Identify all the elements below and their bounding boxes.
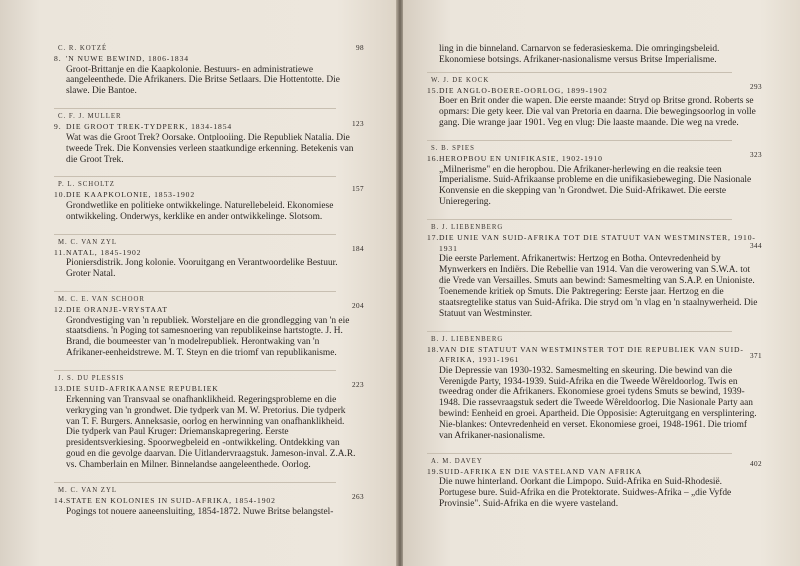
entry-author: B. J. LIEBENBERG [431, 335, 504, 343]
entry-page-number: 293 [750, 82, 762, 91]
entry-description: Groot-Brittanje en die Kaapkolonie. Bestuurs- en administratiewe aangeleenthede. Die Afrikaners. Die Britse Setlaars. Die Hottentotte. Die slawe. Die Bantoe. [66, 64, 340, 97]
entry-description: Boer en Brit onder die wapen. Die eerste maande: Stryd op Britse grond. Roberts se opmars: Die gety keer. Die val van Pretoria en daarna. Die bewegingsoorlog in volle gang. Die wrange jaar 1901. Veg en vlug: Die laaste maande. Die weg na vrede. [439, 96, 756, 129]
entry-number: 16. [427, 154, 440, 164]
right-page-contents [403, 0, 762, 566]
divider [427, 219, 732, 220]
divider [54, 291, 336, 292]
left-page [0, 0, 397, 566]
entry-page-number: 223 [352, 381, 364, 390]
entry-author: C. R. KOTZÉ [58, 45, 108, 52]
divider [427, 453, 732, 454]
entry-author: W. J. DE KOCK [431, 76, 490, 84]
toc-entry-17 [427, 223, 762, 319]
entry-page-number: 123 [352, 120, 364, 129]
entry-description: Die Depressie van 1930-1932. Samesmelting en skeuring. Die bewind van die Verenigde Party, 1934-1939. Suid-Afrika en die Tweede Wêreldoorlog. Twis en tweedrag onder die Afrikaners. Ekonomiese groei tydens Smuts se bewind, 1939-1948. Die rassevraagstuk sedert die Tweede Wêreldoorlog. Die Nasionale Party aan bewind: Eenheid en groei. Apartheid. Die Opposisie: Agteruitgang en versplintering. Nie-blankes: Ontevredenheid en verset. Ekonomiese groei, 1948-1961. Die triomf van Afrikaner-nasionalisme. [439, 365, 757, 442]
entry-number: 8. [54, 54, 62, 63]
entry-page-number: 402 [750, 459, 762, 468]
entry-author: J. S. DU PLESSIS [58, 375, 125, 383]
divider [54, 176, 336, 177]
entry-author: M. C. VAN ZYL [58, 487, 118, 495]
entry-description: Grondvestiging van 'n republiek. Worsteljare en die grondlegging van 'n eie staatsdiens. 'n Poging tot samesnoering van republikeinse hartstogte. J. H. Brand, die boumeester van 'n modelrepubliek. Herontwaking van 'n Afrikaner-eenheidstrewe. M. T. Steyn en die triomf van republikanisme. [66, 315, 350, 359]
toc-entry-8 [54, 44, 364, 97]
entry-page-number: 157 [352, 185, 364, 194]
entry-page-number: 204 [352, 302, 364, 311]
entry-number: 13. [54, 384, 67, 394]
right-page [403, 0, 800, 566]
entry-page-number: 263 [352, 493, 364, 502]
entry-number: 10. [54, 190, 67, 200]
divider [54, 370, 336, 371]
entry-author: S. B. SPIES [431, 145, 475, 153]
entry-description: Die eerste Parlement. Afrikanertwis: Hertzog en Botha. Ontevredenheid by Mynwerkers en Indiërs. Die Rebellie van 1914. Van die verowering van S.W.A. tot die Vrede van Versailles. Smuts aan bewind: Samesmelting van S.A.P. en Unioniste. Toenemende kritiek op Smuts. Die Paktregering: Eerste jaar. Hertzog en die staatsregtelike status van Suid-Afrika. Die stryd om 'n vlag en 'n staalnywerheid. Die Statuut van Westminster. [439, 254, 758, 319]
toc-entry-19 [427, 457, 762, 510]
entry-author: M. C. E. VAN SCHOOR [58, 296, 145, 304]
entry-number: 14. [54, 496, 67, 506]
toc-entry-10 [54, 180, 364, 222]
entry-author: B. J. LIEBENBERG [431, 224, 504, 232]
entry-title: 'N NUWE BEWIND, 1806-1834 [66, 54, 189, 63]
entry-author: M. C. VAN ZYL [58, 238, 118, 246]
entry-title: DIE KAAPKOLONIE, 1853-1902 [66, 190, 196, 200]
entry-description: Pogings tot nouere aaneensluiting, 1854-1872. Nuwe Britse belangstel- [66, 506, 334, 517]
entry-description: Die nuwe hinterland. Oorkant die Limpopo. Suid-Afrika en Suid-Rhodesië. Portugese bure. Suid-Afrika en die Protektorate. Suidwes-Afrika – „die Vyfde Provinsie". Suid-Afrika en die wyere vasteland. [439, 477, 732, 510]
entry-title-row [427, 233, 762, 254]
entry-page-number: 371 [750, 351, 762, 360]
entry-title-row [427, 151, 762, 165]
left-page-contents [0, 0, 364, 566]
entry-number: 19. [427, 466, 440, 476]
entry-description: Wat was die Groot Trek? Oorsake. Ontplooiing. Die Republiek Natalia. Die tweede Trek. Die Konvensies verleen staatkundige erkenning. Betekenis van die Groot Trek. [66, 132, 354, 165]
entry-description: Grondwetlike en politieke ontwikkelinge. Naturellebeleid. Ekonomiese ontwikkeling. Onderwys, kerklike en ander ontwikkelinge. Slotsom. [66, 200, 334, 222]
continued-description: ling in die binneland. Carnarvon se federasieskema. Die omringingsbeleid. Ekonomiese botsings. Afrikaner-nasionalisme versus Britse Imperialisme. [439, 44, 720, 65]
entry-page-number: 344 [750, 242, 762, 251]
entry-title: DIE UNIE VAN SUID-AFRIKA TOT DIE STATUUT VAN WESTMINSTER, 1910-1931 [439, 233, 756, 253]
entry-author: C. F. J. MULLER [58, 113, 122, 121]
divider [54, 482, 336, 483]
entry-description: „Milnerisme" en die heropbou. Die Afrikaner-herlewing en die reaksie teen Imperialisme. Suid-Afrikaanse probleme en die unifikasiebeweging. Die Nasionale Konvensie en die skepping van 'n Grondwet. Die Suid-Afrikawet. Die eerste Unieregering. [439, 164, 752, 208]
divider [427, 331, 732, 332]
toc-entry-11 [54, 238, 364, 280]
entry-title-row [54, 120, 364, 133]
entry-page-number: 184 [352, 244, 364, 253]
entry-title-row [427, 82, 762, 97]
entry-number: 18. [427, 344, 440, 354]
entry-page-number: 98 [356, 44, 364, 52]
toc-entry-12 [54, 295, 364, 359]
entry-title-row [54, 302, 364, 316]
entry-number: 11. [54, 247, 66, 257]
divider [54, 108, 336, 109]
entry-description: Pioniersdistrik. Jong kolonie. Vooruitgang en Verantwoordelike Bestuur. Groter Natal. [66, 258, 338, 280]
divider [54, 234, 336, 235]
entry-author: P. L. SCHOLTZ [58, 181, 115, 189]
toc-entry-13 [54, 374, 364, 471]
entry-number: 15. [427, 85, 440, 95]
entry-title-row [54, 244, 364, 259]
entry-title: DIE GROOT TREK-TYDPERK, 1834-1854 [66, 122, 233, 132]
entry-title: HEROPBOU EN UNIFIKASIE, 1902-1910 [439, 154, 603, 164]
entry-number: 17. [427, 233, 440, 243]
entry-title-row [54, 493, 364, 507]
toc-entry-18 [427, 335, 762, 442]
entry-page-number: 323 [750, 151, 762, 160]
toc-entry-9 [54, 112, 364, 165]
entry-number: 12. [54, 305, 67, 315]
toc-entry-16 [427, 144, 762, 208]
divider [427, 72, 732, 73]
entry-title: DIE ORANJE-VRYSTAAT [66, 305, 168, 315]
entry-title: DIE SUID-AFRIKAANSE REPUBLIEK [66, 384, 219, 394]
entry-title-row [427, 344, 762, 366]
entry-title: NATAL, 1845-1902 [66, 247, 142, 257]
toc-entry-15 [427, 76, 762, 129]
divider [427, 140, 732, 141]
entry-title: DIE ANGLO-BOERE-OORLOG, 1899-1902 [439, 85, 608, 95]
entry-title-row [54, 381, 364, 395]
entry-title: VAN DIE STATUUT VAN WESTMINSTER TOT DIE REPUBLIEK VAN SUID-AFRIKA, 1931-1961 [439, 344, 744, 365]
toc-entry-14 [54, 486, 364, 517]
entry-author: A. M. DAVEY [431, 457, 483, 465]
entry-description: Erkenning van Transvaal se onafhanklikheid. Regeringsprobleme en die verkryging van 'n grondwet. Die tydperk van M. W. Pretorius. Die tydperk van T. F. Burgers. Anneksasie, oorlog en herwinning van onafhanklikheid. Die tydperk van Paul Kruger: Driemanskapregering. Eerste presidentsverkiesing. Spoorwegbeleid en -ontwikkeling. Ontdekking van goud en die gevolge daarvan. Die Uitlandervraagstuk. Jameson-inval. Z.A.R. vs. Chamberlain en Milner. Binnelandse aangeleenthede. Oorlog. [66, 394, 356, 471]
entry-title: STATE EN KOLONIES IN SUID-AFRIKA, 1854-1902 [66, 496, 276, 506]
entry-number: 9. [54, 122, 62, 132]
entry-title: SUID-AFRIKA EN DIE VASTELAND VAN AFRIKA [439, 466, 643, 476]
